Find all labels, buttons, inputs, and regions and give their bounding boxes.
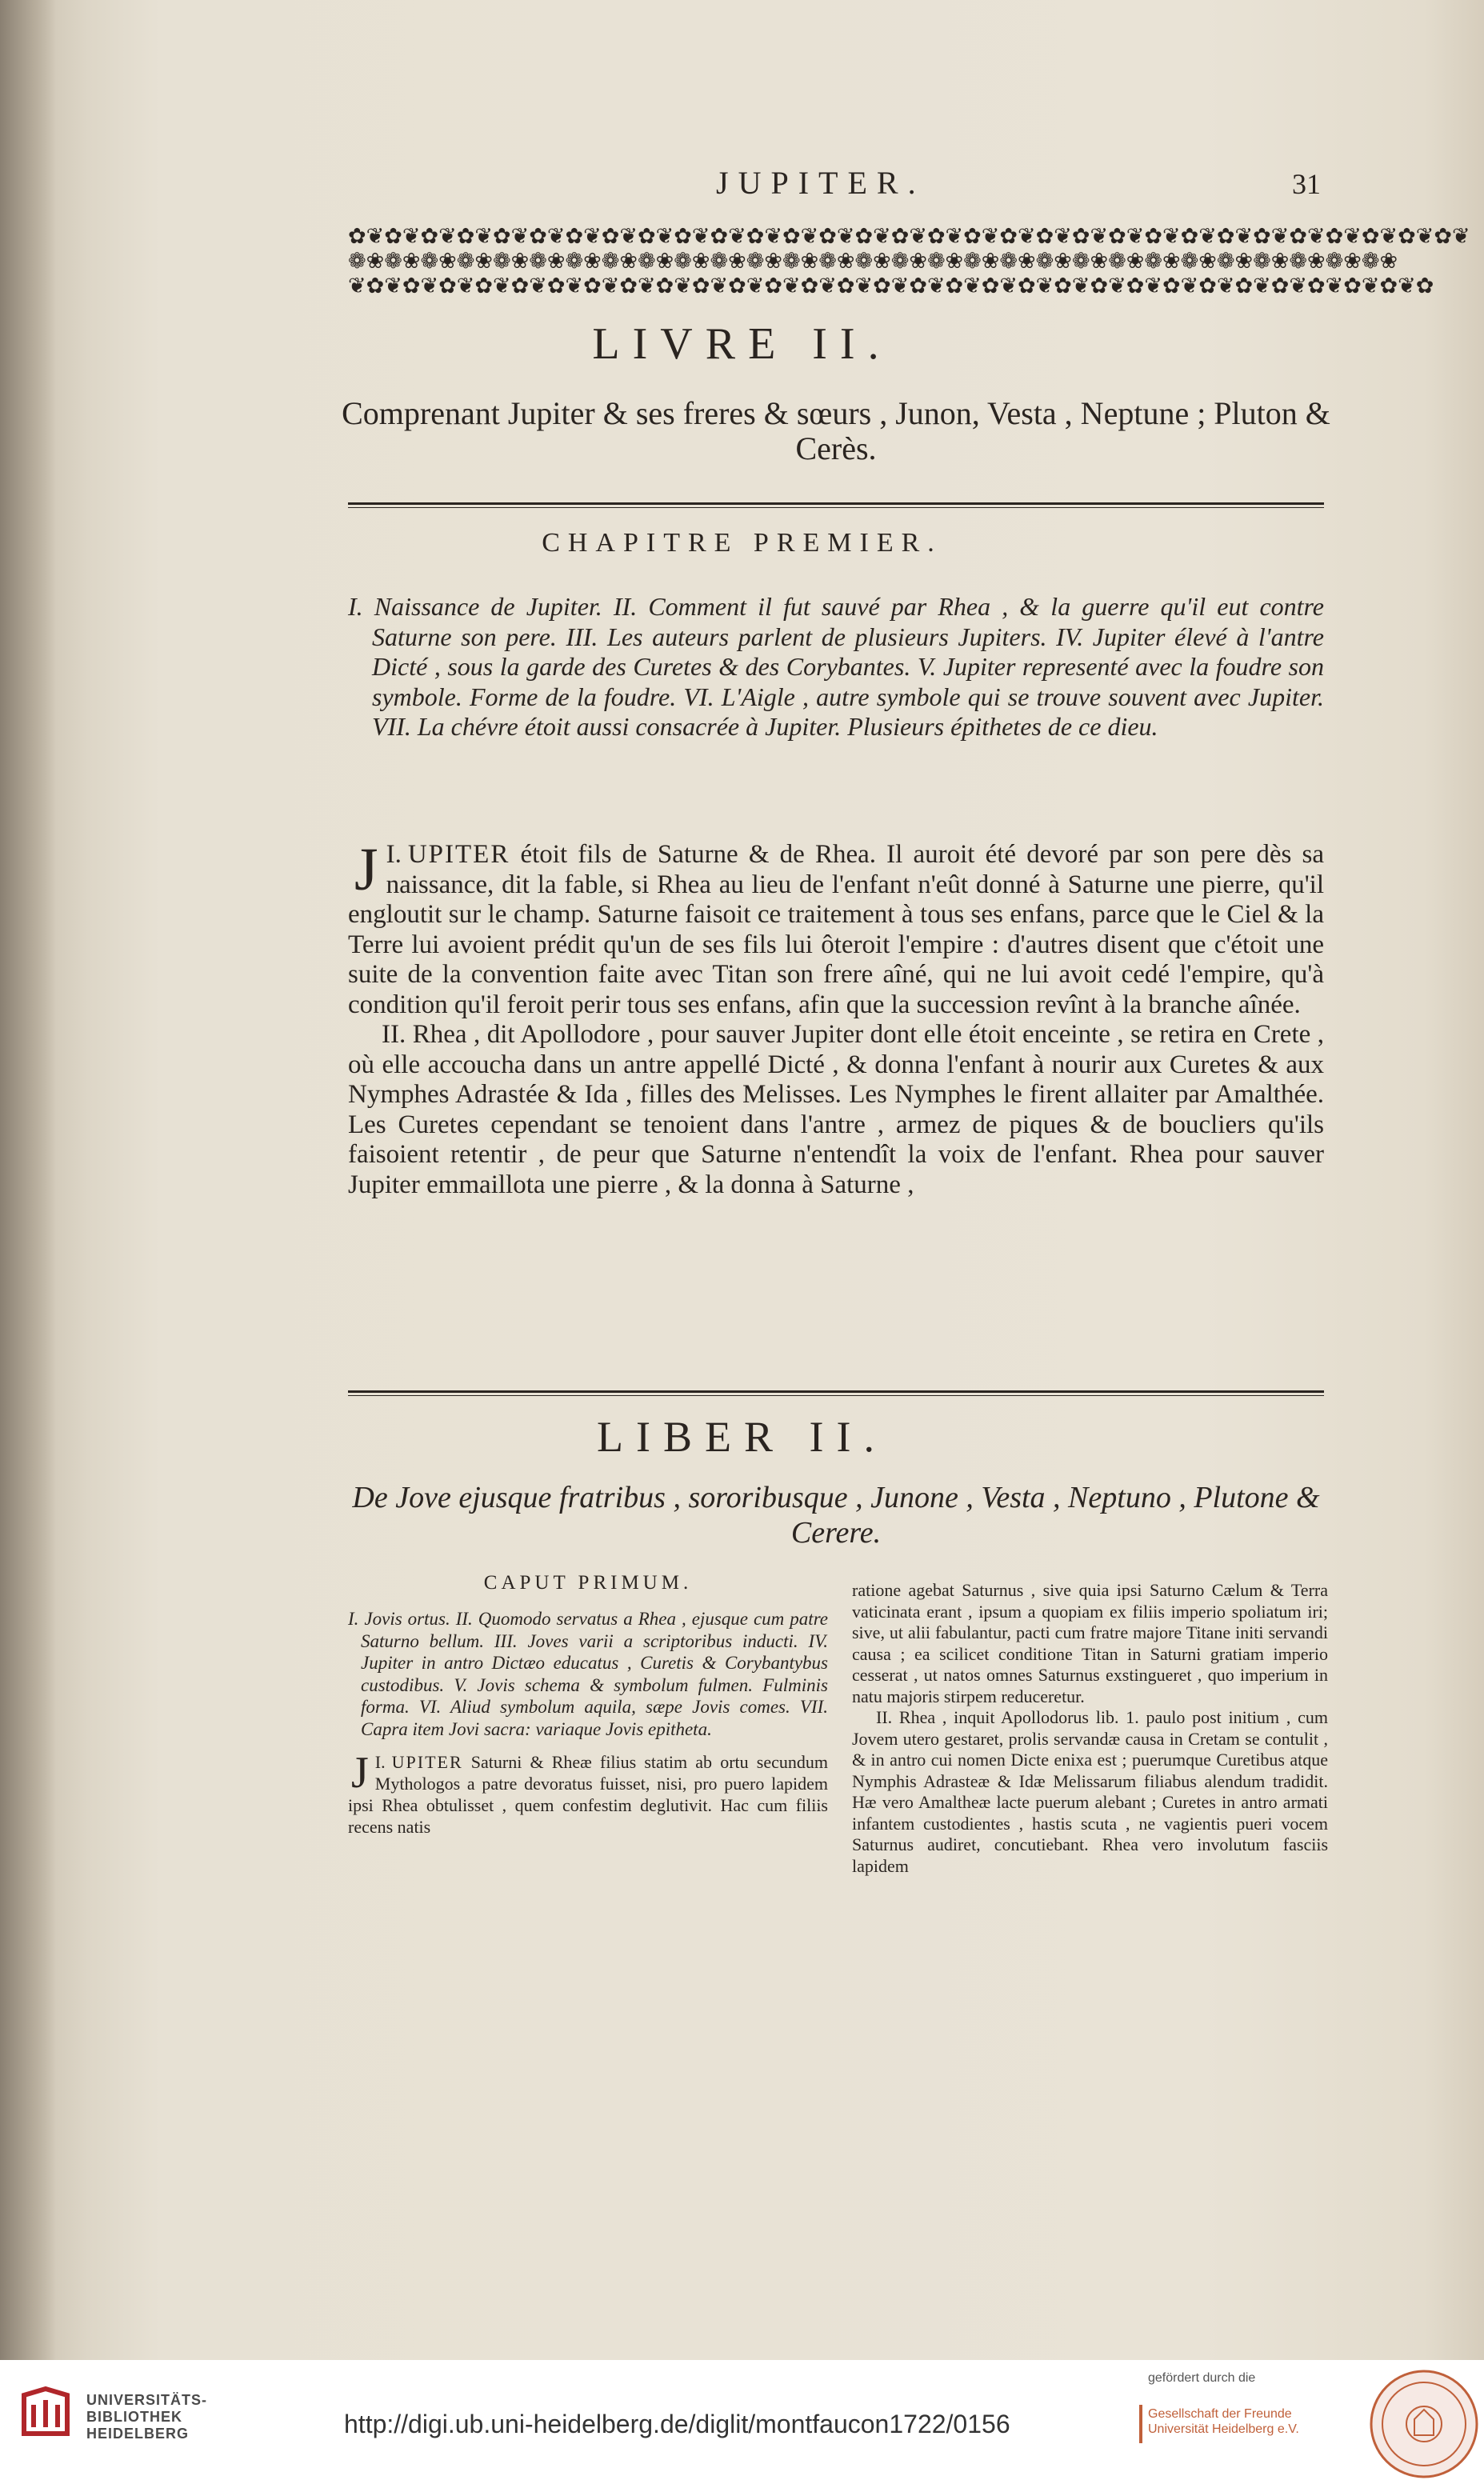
latin-column-left bbox=[348, 1572, 828, 1838]
ornament-row: ❁❀❁❀❁❀❁❀❁❀❁❀❁❀❁❀❁❀❁❀❁❀❁❀❁❀❁❀❁❀❁❀❁❀❁❀❁❀❁❀❁❀❁❀❁❀❁❀❁❀❁❀❁❀❁❀❁❀ bbox=[348, 249, 1398, 274]
running-title: JUPITER. bbox=[716, 165, 926, 201]
permalink-url[interactable]: http://digi.ub.uni-heidelberg.de/diglit/montfaucon1722/0156 bbox=[344, 2410, 1010, 2438]
library-name-line: BIBLIOTHEK bbox=[86, 2409, 182, 2425]
paragraph-number: I. bbox=[374, 1752, 386, 1772]
chapter-summary bbox=[348, 592, 1324, 742]
sponsor-accent-bar bbox=[1139, 2405, 1142, 2443]
section-rule bbox=[348, 502, 1324, 505]
paragraph: II. Rhea , inquit Apollodorus lib. 1. paulo post initium , cum Jovem utero gestaret, prolis servandæ causa in Cretam se contulit , & in antro cui nomen Dicte enixa est ; puerumque Curetibus atque Nymphis Adrasteæ & Idæ Melissarum filiabus alendum tradidit. Hæ vero Amaltheæ lacte puerum alebant ; Curetes in antro armati infantem custodientes , hastis scuta , ne vagientis pueri vocem Saturnus audiret, concutiebant. Rhea vero involutum fasciis lapidem bbox=[852, 1707, 1328, 1876]
ornament-row: ✿❦✿❦✿❦✿❦✿❦✿❦✿❦✿❦✿❦✿❦✿❦✿❦✿❦✿❦✿❦✿❦✿❦✿❦✿❦✿❦✿❦✿❦✿❦✿❦✿❦✿❦✿❦✿❦✿❦✿❦✿❦ bbox=[348, 224, 1470, 249]
library-name-line: HEIDELBERG bbox=[86, 2426, 190, 2442]
viewer-footer bbox=[0, 2360, 1484, 2488]
paragraph bbox=[348, 1748, 828, 1838]
latin-summary: I. Jovis ortus. II. Quomodo servatus a Rhea , ejusque cum patre Saturno bellum. III. Joves varii a scriptoribus inducti. IV. Jupiter in antro Dictæo educatus , Curetis & Corybantybus custodibus. V. Jovis schema & symbolum fulmen. Fulminis forma. VI. Aliud symbolum aquila, sæpe Jovis comes. VII. Capra item Jovi sacra: variaque Jovis epitheta. bbox=[348, 1609, 828, 1739]
sponsor-name[interactable] bbox=[1148, 2406, 1299, 2437]
library-name-line: UNIVERSITÄTS- bbox=[86, 2392, 208, 2408]
page-number: 31 bbox=[1292, 168, 1321, 200]
library-name bbox=[86, 2392, 207, 2442]
french-body-text bbox=[348, 836, 1324, 1200]
latin-column-right bbox=[852, 1580, 1328, 1877]
liber-title: LIBER II. bbox=[597, 1413, 887, 1461]
small-caps-word: UPITER bbox=[407, 840, 510, 869]
paragraph: ratione agebat Saturnus , sive quia ipsi Saturno Cælum & Terra vaticinata erant , ipsum a quopiam ex filiis imperio spoliatum iri; sive, ut alii fabulantur, pacti cum fratre majore Titane initi servandi causa ; ea scilicet conditione Titan in Saturni gratiam imperio cesserat , ut natos omnes Saturnus exstingueret , quo imperium in natu majoris stirpem reduceretur. bbox=[852, 1580, 1328, 1706]
chapter-title: CHAPITRE PREMIER. bbox=[542, 528, 942, 558]
small-caps-word: UPITER bbox=[391, 1752, 463, 1772]
sponsor-name-line: Gesellschaft der Freunde bbox=[1148, 2407, 1292, 2421]
caput-title: CAPUT PRIMUM. bbox=[483, 1572, 693, 1594]
liber-subtitle: De Jove ejusque fratribus , sororibusque , Junone , Vesta , Neptuno , Plutone & Cerere. bbox=[352, 1481, 1320, 1550]
paragraph-text: étoit fils de Saturne & de Rhea. Il auroit été devoré par son pere dès sa naissance, dit la fable, si Rhea au lieu de l'enfant n'eût donné à Saturne une pierre, qu'il engloutit sur le champ. Saturne faisoit ce traitement à tous ses enfans, parce que le Ciel & la Terre lui avoient prédit qu'un de ses fils lui ôteroit l'empire : d'autres disent que c'étoit une suite de la convention faite avec Titan son frere aîné, qui ne lui avoit cedé l'empire, qu'à condition qu'il feroit perir tous ses enfans, afin que la succession revînt à la branche aînée. bbox=[348, 840, 1324, 1019]
drop-cap: J bbox=[351, 1748, 369, 1798]
section-rule bbox=[348, 1390, 1324, 1393]
section-rule-thin bbox=[348, 1395, 1324, 1396]
paragraph-text: Saturni & Rheæ filius statim ab ortu secundum Mythologos a patre devoratus fuisset, nisi, pro puero lapidem ipsi Rhea obtulisset , quem confestim deglutivit. Hac cum filiis recens natis bbox=[348, 1752, 828, 1837]
livre-subtitle: Comprenant Jupiter & ses freres & sœurs , Junon, Vesta , Neptune ; Pluton & Cerès. bbox=[342, 395, 1330, 466]
ornamental-border bbox=[348, 224, 1470, 304]
ornament-row: ❦✿❦✿❦✿❦✿❦✿❦✿❦✿❦✿❦✿❦✿❦✿❦✿❦✿❦✿❦✿❦✿❦✿❦✿❦✿❦✿❦✿❦✿❦✿❦✿❦✿❦✿❦✿❦✿❦✿❦✿ bbox=[348, 274, 1434, 298]
section-rule-thin bbox=[348, 507, 1324, 508]
sponsor-name-line: Universität Heidelberg e.V. bbox=[1148, 2422, 1299, 2436]
sponsor-label: gefördert durch die bbox=[1148, 2371, 1256, 2385]
running-head bbox=[0, 164, 1484, 212]
drop-cap: J bbox=[354, 836, 378, 903]
library-logo-icon[interactable] bbox=[10, 2378, 82, 2450]
paragraph: II. Rhea , dit Apollodore , pour sauver Jupiter dont elle étoit enceinte , se retira en Crete , où elle accoucha dans un antre appellé Dicté , & donna l'enfant à nourir aux Curetes & aux Nymphes Adrastée & Ida , filles des Melisses. Les Nymphes le firent allaiter par Amalthée. Les Curetes cependant se tenoient dans l'antre , armez de piques & de boucliers qu'ils faisoient retentir , de peur que Saturne n'entendît la voix de l'enfant. Rhea pour sauver Jupiter emmaillota une pierre , & la donna à Saturne , bbox=[348, 1020, 1324, 1199]
university-seal-icon bbox=[1368, 2368, 1480, 2480]
paragraph bbox=[348, 836, 1324, 1020]
livre-title: LIVRE II. bbox=[592, 319, 892, 369]
paragraph-number: I. bbox=[386, 840, 402, 869]
chapter-summary-text: I. Naissance de Jupiter. II. Comment il fut sauvé par Rhea , & la guerre qu'il eut contre Saturne son pere. III. Les auteurs parlent de plusieurs Jupiters. IV. Jupiter élevé à l'antre Dicté , sous la garde des Curetes & des Corybantes. V. Jupiter representé avec la foudre son symbole. Forme de la foudre. VI. L'Aigle , autre symbole qui se trouve souvent avec Jupiter. VII. La chévre étoit aussi consacrée à Jupiter. Plusieurs épithetes de ce dieu. bbox=[348, 592, 1324, 741]
